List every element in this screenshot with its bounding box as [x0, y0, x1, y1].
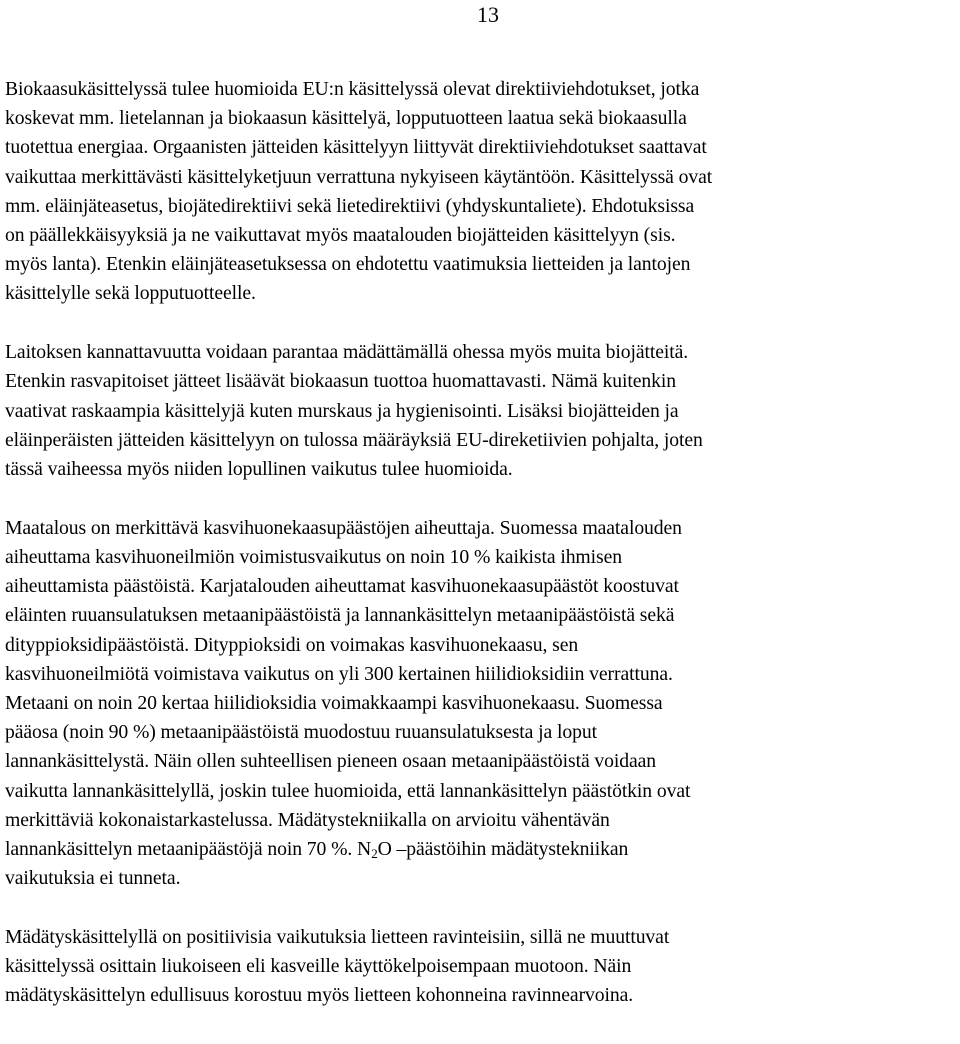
text-line: eläinperäisten jätteiden käsittelyyn on tulossa määräyksiä EU-direketiivien pohjalta, joten: [5, 428, 703, 451]
text-line: myös lanta). Etenkin eläinjäteasetuksessa on ehdotettu vaatimuksia lietteiden ja lantojen: [5, 253, 691, 276]
n2o-line-start: lannankäsittelyn metaanipäästöjä noin 70 %. N: [5, 838, 372, 861]
paragraph-nutrients: [5, 923, 955, 1011]
text-line: käsittelylle sekä lopputuotteelle.: [5, 282, 256, 305]
n2o-line-end: O –päästöihin mädätystekniikan: [377, 838, 629, 861]
text-line: vaikutta lannankäsittelyllä, joskin tulee huomioida, että lannankäsittelyn päästötkin ovat: [5, 779, 691, 802]
subscript-2: 2: [371, 846, 378, 862]
text-line: Maatalous on merkittävä kasvihuonekaasupäästöjen aiheuttaja. Suomessa maatalouden: [5, 516, 682, 539]
text-line: aiheuttama kasvihuoneilmiön voimistusvaikutus on noin 10 % kaikista ihmisen: [5, 546, 622, 569]
page-number: 13: [477, 2, 499, 27]
text-line: mädätyskäsittelyn edullisuus korostuu myös lietteen kohonneina ravinnearvoina.: [5, 984, 634, 1007]
text-line: Laitoksen kannattavuutta voidaan parantaa mädättämällä ohessa myös muita biojätteitä.: [5, 341, 689, 364]
text-line: eläinten ruuansulatuksen metaanipäästöistä ja lannankäsittelyn metaanipäästöistä sekä: [5, 604, 675, 627]
text-line: Mädätyskäsittelyllä on positiivisia vaikutuksia lietteen ravinteisiin, sillä ne muuttuvat: [5, 926, 670, 949]
text-line: aiheuttamista päästöistä. Karjatalouden aiheuttamat kasvihuonekaasupäästöt koostuvat: [5, 575, 679, 598]
text-line: kasvihuoneilmiötä voimistava vaikutus on yli 300 kertainen hiilidioksidiin verrattuna.: [5, 662, 673, 685]
text-line: Etenkin rasvapitoiset jätteet lisäävät biokaasun tuottoa huomattavasti. Nämä kuitenkin: [5, 370, 676, 393]
text-line: käsittelyssä osittain liukoiseen eli kasveille käyttökelpoisempaan muotoon. Näin: [5, 955, 632, 978]
text-line: vaativat raskaampia käsittelyjä kuten murskaus ja hygienisointi. Lisäksi biojätteiden ja: [5, 399, 679, 422]
paragraph-greenhouse-emissions: [5, 514, 955, 894]
text-line: tässä vaiheessa myös niiden lopullinen vaikutus tulee huomioida.: [5, 458, 513, 481]
paragraph-profitability: [5, 338, 955, 484]
text-line: Metaani on noin 20 kertaa hiilidioksidia voimakkaampi kasvihuonekaasu. Suomessa: [5, 692, 663, 715]
text-line-n2o: [5, 835, 955, 864]
text-line: tuotettua energiaa. Orgaanisten jätteiden käsittelyyn liittyvät direktiiviehdotukset saattavat: [5, 136, 707, 159]
text-line: lannankäsittelystä. Näin ollen suhteellisen pieneen osaan metaanipäästöistä voidaan: [5, 750, 657, 773]
text-line: on päällekkäisyyksiä ja ne vaikuttavat myös maatalouden biojätteiden käsittelyyn (sis.: [5, 224, 676, 247]
text-line: pääosa (noin 90 %) metaanipäästöistä muodostuu ruuansulatuksesta ja loput: [5, 721, 597, 744]
text-line: dityppioksidipäästöistä. Dityppioksidi on voimakas kasvihuonekaasu, sen: [5, 633, 579, 656]
text-line: koskevat mm. lietelannan ja biokaasun käsittelyä, lopputuotteen laatua sekä biokaasulla: [5, 107, 687, 130]
paragraph-eu-directives: [5, 75, 955, 309]
text-line: Biokaasukäsittelyssä tulee huomioida EU:n käsittelyssä olevat direktiiviehdotukset, jotka: [5, 78, 700, 100]
text-line: merkittäviä kokonaistarkastelussa. Mädätystekniikalla on arvioitu vähentävän: [5, 808, 610, 831]
text-line: vaikuttaa merkittävästi käsittelyketjuun verrattuna nykyiseen käytäntöön. Käsittelyssä ovat: [5, 165, 713, 188]
text-line: vaikutuksia ei tunneta.: [5, 867, 181, 890]
text-line: mm. eläinjäteasetus, biojätedirektiivi sekä lietedirektiivi (yhdyskuntaliete). Ehdotuksissa: [5, 194, 695, 217]
document-body: [5, 75, 955, 1040]
